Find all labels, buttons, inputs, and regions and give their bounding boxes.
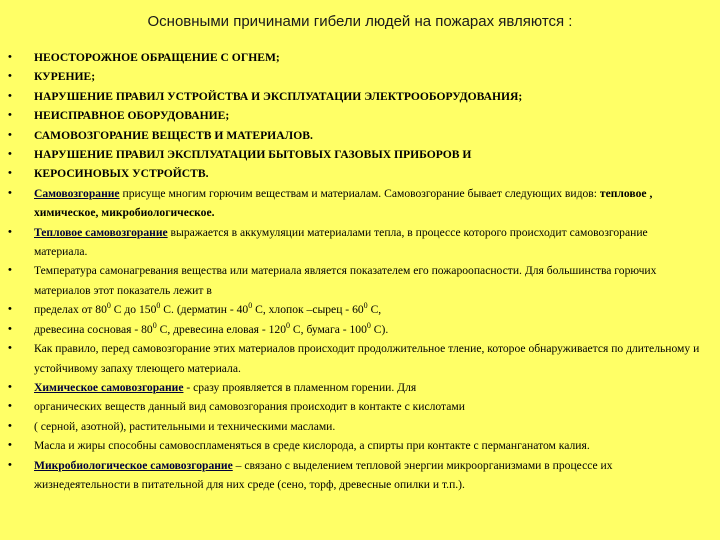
self-ignition-item: [0, 184, 720, 223]
oils-text: Масла и жиры способны самовоспламеняться в среде кислорода, а спирты при контакте с перманганатом калия.: [34, 439, 590, 453]
smoldering-item: [0, 339, 720, 378]
cause-text: НАРУШЕНИЕ ПРАВИЛ ЭКСПЛУАТАЦИИ БЫТОВЫХ ГАЗОВЫХ ПРИБОРОВ И: [34, 148, 472, 162]
bullet-icon: •: [8, 167, 12, 180]
self-ignition-types: тепловое , химическое, микробиологическое.: [34, 186, 653, 220]
slide-title: Основными причинами гибели людей на пожарах являются :: [147, 13, 573, 30]
micro-term: Микробиологическое самовозгорание: [34, 458, 233, 472]
wood-item: [0, 320, 720, 339]
temperature-text: Температура самонагревания вещества или материала является показателем его пожароопасности. Для большинства горючих материалов этот показатель лежит в: [34, 264, 657, 297]
range-end: С,: [367, 303, 382, 317]
bullet-icon: •: [8, 128, 12, 141]
thermal-term: Тепловое самовозгорание: [34, 225, 168, 239]
cause-text: НЕОСТОРОЖНОЕ ОБРАЩЕНИЕ С ОГНЕМ;: [34, 51, 280, 64]
bullet-icon: •: [8, 458, 12, 471]
degree-mark: 0: [366, 320, 371, 330]
thermal-text: выражается в аккумуляции материалами тепла, в процессе которого происходит самовозгорание материала.: [34, 225, 648, 259]
cause-item: [0, 145, 720, 164]
bullet-list: [0, 48, 720, 494]
cause-text: КУРЕНИЕ;: [34, 70, 96, 84]
micro-text: – связано с выделением тепловой энергии микроорганизмами в процессе их жизнедеятельности в питательной для них среде (сено, торф, древесные опилки и т.п.).: [34, 458, 613, 491]
range-prefix: пределах от 80: [34, 303, 107, 317]
chemical-cont-item: [0, 397, 720, 416]
bullet-icon: •: [8, 400, 12, 413]
wood-prefix: древесина сосновая - 80: [34, 322, 153, 336]
cause-item: [0, 48, 720, 67]
self-ignition-text: присуще многим горючим веществам и материалам. Самовозгорание бывает следующих видов:: [119, 186, 600, 200]
bullet-icon: •: [8, 264, 12, 277]
degree-mark: 0: [152, 320, 157, 330]
bullet-icon: •: [8, 186, 12, 199]
cause-text: НЕИСПРАВНОЕ ОБОРУДОВАНИЕ;: [34, 109, 230, 123]
bullet-icon: •: [8, 439, 12, 452]
bullet-icon: •: [8, 51, 12, 63]
cause-text: НАРУШЕНИЕ ПРАВИЛ УСТРОЙСТВА И ЭКСПЛУАТАЦИИ ЭЛЕКТРООБОРУДОВАНИЯ;: [34, 89, 523, 103]
chemical-term: Химическое самовозгорание: [34, 380, 184, 394]
bullet-icon: •: [8, 148, 12, 161]
bullet-icon: •: [8, 322, 12, 335]
chemical-cont2-item: [0, 417, 720, 436]
bullet-icon: •: [8, 89, 12, 102]
chemical-item: [0, 378, 720, 397]
chemical-text: - сразу проявляется в пламенном горении. Для: [183, 380, 417, 394]
wood-mid: С, древесина еловая - 120: [156, 322, 287, 336]
bullet-icon: •: [8, 380, 12, 393]
degree-mark: 0: [248, 301, 253, 311]
chemical-cont-text: органических веществ данный вид самовозгорания происходит в контакте с кислотами: [34, 400, 465, 414]
cause-item: [0, 67, 720, 86]
degree-mark: 0: [363, 301, 368, 311]
smoldering-text: Как правило, перед самовозгорание этих материалов происходит продолжительное тление, которое обнаруживается по длительному и устойчивому запаху тлеющего материала.: [34, 342, 700, 375]
degree-mark: 0: [286, 320, 291, 330]
wood-mid2: С, бумага - 100: [290, 322, 367, 336]
cause-item: [0, 87, 720, 106]
cause-item: [0, 106, 720, 125]
bullet-icon: •: [8, 109, 12, 122]
degree-mark: 0: [156, 301, 161, 311]
temperature-range-item: [0, 300, 720, 319]
wood-end: С).: [370, 322, 389, 336]
chemical-cont2-text: ( серной, азотной), растительными и техническими маслами.: [34, 419, 336, 433]
bullet-icon: •: [8, 303, 12, 316]
degree-mark: 0: [106, 301, 111, 311]
bullet-icon: •: [8, 70, 12, 83]
cause-item: [0, 126, 720, 145]
thermal-item: [0, 223, 720, 262]
range-suffix: С. (дерматин - 40: [160, 303, 249, 317]
self-ignition-term: Самовозгорание: [34, 186, 120, 200]
cause-item: [0, 164, 720, 183]
temperature-item: [0, 261, 720, 300]
cause-text: КЕРОСИНОВЫХ УСТРОЙСТВ.: [34, 167, 209, 181]
cause-text: САМОВОЗГОРАНИЕ ВЕЩЕСТВ И МАТЕРИАЛОВ.: [34, 128, 313, 142]
bullet-icon: •: [8, 225, 12, 238]
micro-item: [0, 456, 720, 495]
range-mid: С до 150: [110, 303, 157, 317]
oils-item: [0, 436, 720, 455]
bullet-icon: •: [8, 419, 12, 432]
bullet-icon: •: [8, 342, 12, 355]
range-tail: С, хлопок –сырец - 60: [252, 303, 364, 317]
